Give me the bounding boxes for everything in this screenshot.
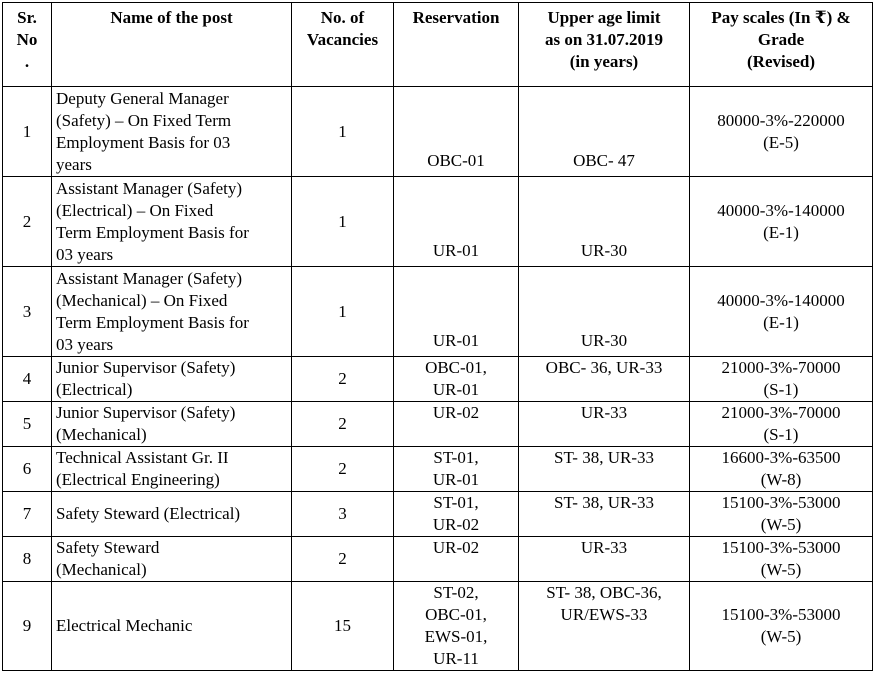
table-row — [3, 87, 873, 177]
header-pay-scale: Pay scales (In ₹) & Grade (Revised) — [690, 3, 873, 87]
cell-pay: 16600-3%-63500 (W-8) — [690, 447, 873, 492]
cell-pay: 21000-3%-70000 (S-1) — [690, 357, 873, 402]
cell-sr: 5 — [3, 402, 52, 447]
cell-age: OBC- 47 — [519, 87, 690, 177]
header-post-name: Name of the post — [52, 3, 292, 87]
cell-reservation: ST-01, UR-01 — [394, 447, 519, 492]
cell-age: ST- 38, UR-33 — [519, 492, 690, 537]
cell-reservation: UR-01 — [394, 267, 519, 357]
cell-pay: 40000-3%-140000 (E-1) — [690, 177, 873, 267]
table-row — [3, 537, 873, 582]
table-row — [3, 402, 873, 447]
cell-sr: 6 — [3, 447, 52, 492]
cell-age: UR-33 — [519, 537, 690, 582]
cell-sr: 2 — [3, 177, 52, 267]
cell-post-name: Technical Assistant Gr. II (Electrical Engineering) — [52, 447, 292, 492]
table-row — [3, 582, 873, 671]
cell-reservation: OBC-01 — [394, 87, 519, 177]
cell-pay: 15100-3%-53000 (W-5) — [690, 492, 873, 537]
cell-vacancies: 1 — [292, 267, 394, 357]
cell-vacancies: 1 — [292, 87, 394, 177]
header-age-limit: Upper age limit as on 31.07.2019 (in years) — [519, 3, 690, 87]
header-vacancies: No. of Vacancies — [292, 3, 394, 87]
cell-vacancies: 3 — [292, 492, 394, 537]
cell-vacancies: 2 — [292, 537, 394, 582]
cell-post-name: Safety Steward (Mechanical) — [52, 537, 292, 582]
cell-post-name: Junior Supervisor (Safety) (Mechanical) — [52, 402, 292, 447]
cell-vacancies: 2 — [292, 357, 394, 402]
table-row — [3, 177, 873, 267]
cell-sr: 9 — [3, 582, 52, 671]
cell-vacancies: 1 — [292, 177, 394, 267]
header-sr-no: Sr. No . — [3, 3, 52, 87]
cell-vacancies: 2 — [292, 402, 394, 447]
cell-vacancies: 2 — [292, 447, 394, 492]
cell-pay: 15100-3%-53000 (W-5) — [690, 537, 873, 582]
cell-sr: 7 — [3, 492, 52, 537]
cell-reservation: UR-02 — [394, 402, 519, 447]
cell-age: OBC- 36, UR-33 — [519, 357, 690, 402]
cell-reservation: OBC-01, UR-01 — [394, 357, 519, 402]
cell-post-name: Junior Supervisor (Safety) (Electrical) — [52, 357, 292, 402]
cell-age: UR-33 — [519, 402, 690, 447]
table-row — [3, 492, 873, 537]
cell-sr: 3 — [3, 267, 52, 357]
cell-vacancies: 15 — [292, 582, 394, 671]
cell-age: UR-30 — [519, 267, 690, 357]
cell-sr: 8 — [3, 537, 52, 582]
table-row — [3, 447, 873, 492]
cell-age: ST- 38, OBC-36, UR/EWS-33 — [519, 582, 690, 671]
cell-reservation: UR-02 — [394, 537, 519, 582]
cell-age: ST- 38, UR-33 — [519, 447, 690, 492]
cell-pay: 15100-3%-53000 (W-5) — [690, 582, 873, 671]
cell-sr: 4 — [3, 357, 52, 402]
vacancy-table — [2, 2, 873, 671]
cell-pay: 21000-3%-70000 (S-1) — [690, 402, 873, 447]
header-row — [3, 3, 873, 87]
header-reservation: Reservation — [394, 3, 519, 87]
cell-pay: 80000-3%-220000 (E-5) — [690, 87, 873, 177]
table-row — [3, 357, 873, 402]
cell-pay: 40000-3%-140000 (E-1) — [690, 267, 873, 357]
cell-post-name: Deputy General Manager (Safety) – On Fixed Term Employment Basis for 03 years — [52, 87, 292, 177]
cell-post-name: Assistant Manager (Safety) (Electrical) – On Fixed Term Employment Basis for 03 years — [52, 177, 292, 267]
cell-sr: 1 — [3, 87, 52, 177]
cell-post-name: Electrical Mechanic — [52, 582, 292, 671]
cell-age: UR-30 — [519, 177, 690, 267]
cell-reservation: UR-01 — [394, 177, 519, 267]
table-row — [3, 267, 873, 357]
cell-reservation: ST-02, OBC-01, EWS-01, UR-11 — [394, 582, 519, 671]
cell-post-name: Safety Steward (Electrical) — [52, 492, 292, 537]
cell-reservation: ST-01, UR-02 — [394, 492, 519, 537]
cell-post-name: Assistant Manager (Safety) (Mechanical) – On Fixed Term Employment Basis for 03 years — [52, 267, 292, 357]
